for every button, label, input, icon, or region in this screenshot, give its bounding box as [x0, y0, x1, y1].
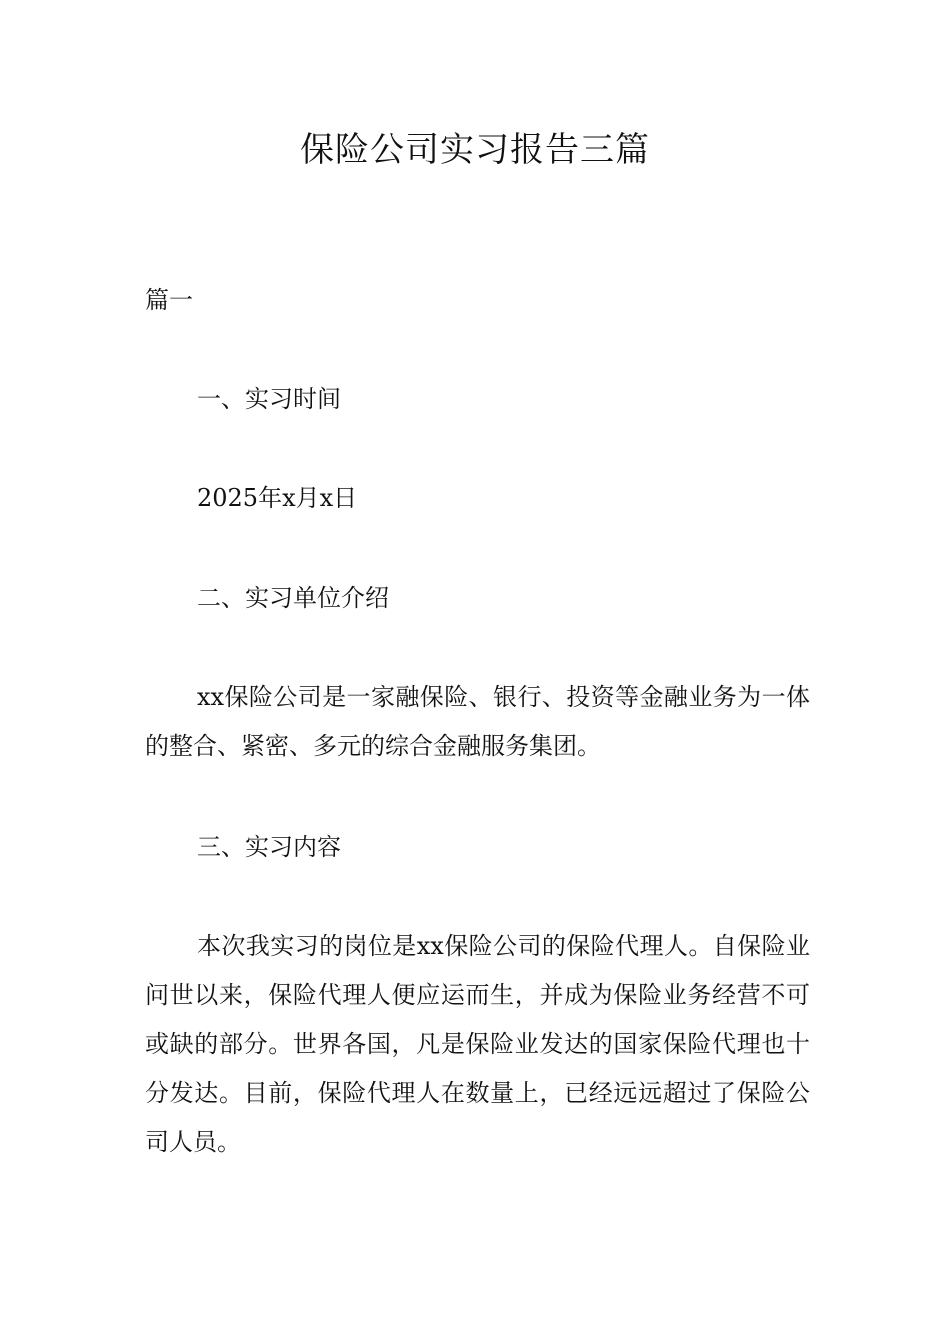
- section-heading-content: 三、实习内容: [197, 833, 341, 861]
- section-body-company: xx保险公司是一家融保险、银行、投资等金融业务为一体的整合、紧密、多元的综合金融服务集团。: [145, 683, 810, 760]
- section-heading-time: 一、实习时间: [197, 385, 341, 413]
- section-body-time: 2025年x月x日: [197, 484, 358, 512]
- section-body-content: 本次我实习的岗位是xx保险公司的保险代理人。自保险业问世以来，保险代理人便应运而生，并成为保险业务经营不可或缺的部分。世界各国，凡是保险业发达的国家保险代理也十分发达。目前，保险代理人在数量上，已经远远超过了保险公司人员。: [145, 932, 810, 1156]
- document-title: 保险公司实习报告三篇: [300, 130, 650, 170]
- section-heading-company: 二、实习单位介绍: [197, 584, 389, 612]
- part-label: 篇一: [145, 286, 193, 314]
